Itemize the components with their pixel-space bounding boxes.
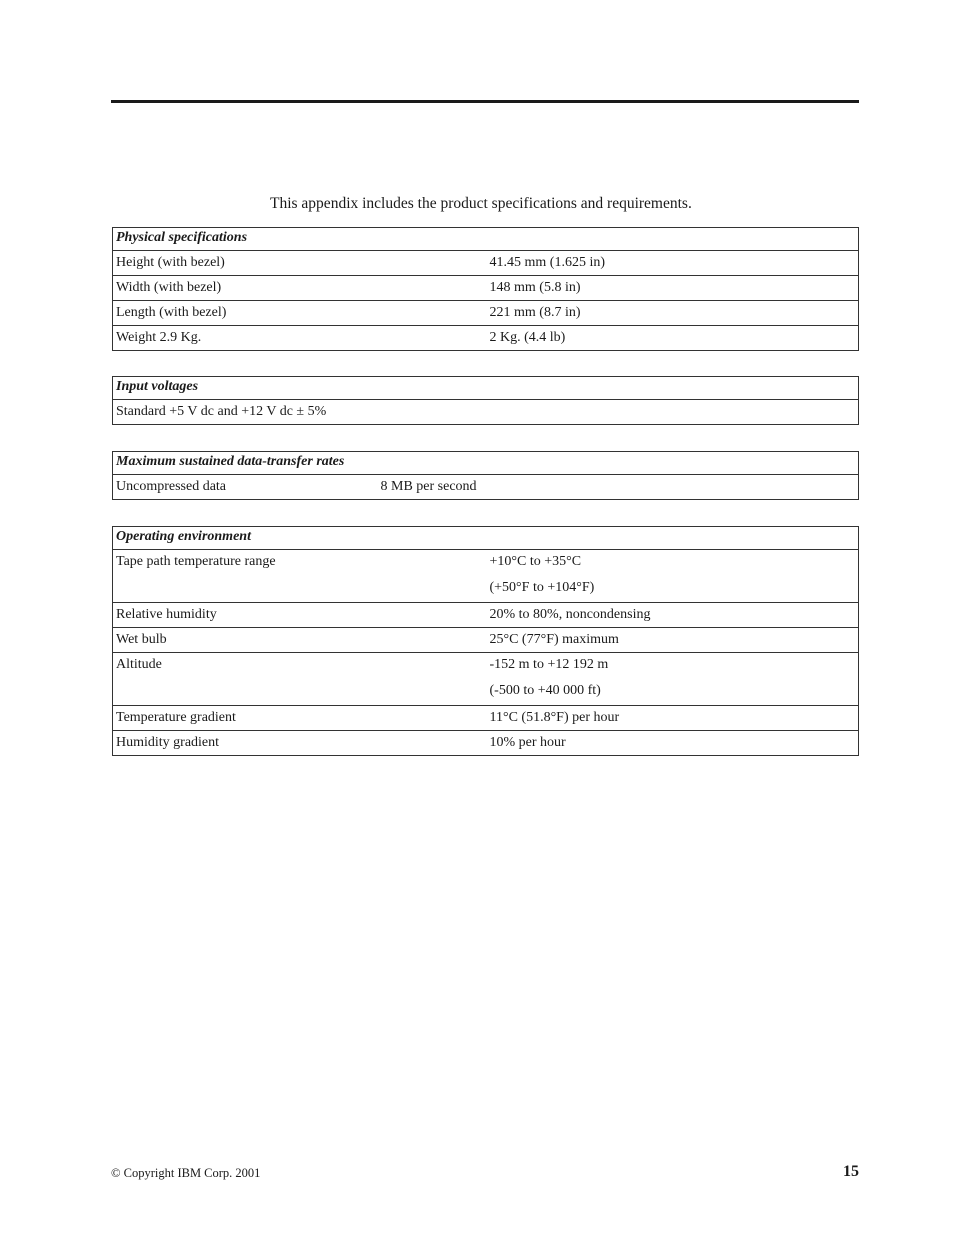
spec-label: Uncompressed data	[113, 475, 378, 500]
spec-value: 41.45 mm (1.625 in)	[487, 251, 859, 276]
table-row	[113, 475, 859, 500]
spec-value: 221 mm (8.7 in)	[487, 301, 859, 326]
operating-environment-table	[112, 526, 859, 756]
table-row	[113, 301, 859, 326]
table-header: Physical specifications	[113, 228, 859, 251]
spec-label: Standard +5 V dc and +12 V dc ± 5%	[113, 400, 859, 425]
spec-value: 11°C (51.8°F) per hour	[487, 706, 859, 731]
spec-value: 25°C (77°F) maximum	[487, 628, 859, 653]
spec-value-line: (+50°F to +104°F)	[489, 580, 595, 595]
input-voltages-table	[112, 376, 859, 425]
spec-label: Altitude	[113, 653, 487, 706]
table-header: Input voltages	[113, 377, 859, 400]
table-header: Operating environment	[113, 527, 859, 550]
spec-label: Tape path temperature range	[113, 550, 487, 603]
spec-label: Relative humidity	[113, 603, 487, 628]
table-row	[113, 276, 859, 301]
spec-value	[487, 653, 859, 706]
spec-value: 2 Kg. (4.4 lb)	[487, 326, 859, 351]
spec-value: 8 MB per second	[378, 475, 859, 500]
spec-value	[487, 550, 859, 603]
spec-value: 148 mm (5.8 in)	[487, 276, 859, 301]
data-transfer-rates-table	[112, 451, 859, 500]
top-rule	[111, 100, 859, 103]
spec-label: Length (with bezel)	[113, 301, 487, 326]
spec-label: Humidity gradient	[113, 731, 487, 756]
spec-value: 10% per hour	[487, 731, 859, 756]
table-row	[113, 653, 859, 706]
spec-label: Weight 2.9 Kg.	[113, 326, 487, 351]
table-header: Maximum sustained data-transfer rates	[113, 452, 859, 475]
copyright-notice: © Copyright IBM Corp. 2001	[111, 1166, 261, 1180]
page-number: 15	[843, 1163, 859, 1180]
table-row	[113, 706, 859, 731]
physical-specifications-table	[112, 227, 859, 351]
spec-value: 20% to 80%, noncondensing	[487, 603, 859, 628]
table-row	[113, 550, 859, 603]
spec-label: Wet bulb	[113, 628, 487, 653]
table-row	[113, 251, 859, 276]
table-row	[113, 603, 859, 628]
table-row	[113, 731, 859, 756]
spec-value-line: (-500 to +40 000 ft)	[489, 683, 601, 698]
table-row	[113, 400, 859, 425]
table-row	[113, 326, 859, 351]
spec-value-line: +10°C to +35°C	[489, 554, 582, 569]
table-row	[113, 628, 859, 653]
intro-text: This appendix includes the product specifications and requirements.	[270, 195, 692, 212]
spec-value-line: -152 m to +12 192 m	[489, 657, 609, 672]
spec-label: Width (with bezel)	[113, 276, 487, 301]
spec-label: Height (with bezel)	[113, 251, 487, 276]
spec-label: Temperature gradient	[113, 706, 487, 731]
